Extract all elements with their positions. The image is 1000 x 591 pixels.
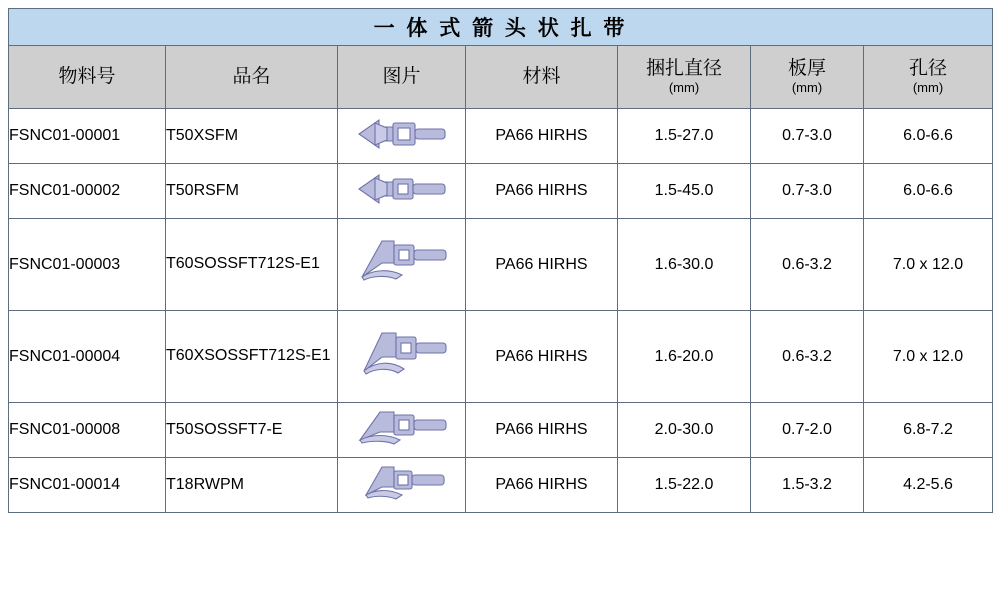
cell-image — [338, 403, 466, 458]
cell-material: PA66 HIRHS — [466, 164, 618, 219]
cell-material: PA66 HIRHS — [466, 311, 618, 403]
cell-panel-thickness: 0.6-3.2 — [751, 311, 864, 403]
cell-material: PA66 HIRHS — [466, 458, 618, 513]
cell-name: T60XSOSSFT712S-E1 — [166, 311, 338, 403]
cell-material: PA66 HIRHS — [466, 219, 618, 311]
column-header-hole-diameter-unit: (mm) — [912, 80, 944, 96]
column-header-material-label: 材料 — [522, 66, 561, 88]
column-header-image — [338, 46, 466, 109]
table-title-row — [9, 9, 993, 46]
product-spec-table — [8, 8, 993, 513]
cell-image — [338, 164, 466, 219]
cell-panel-thickness: 0.7-3.0 — [751, 109, 864, 164]
arrow-head-cable-tie-icon — [353, 169, 451, 209]
cell-material: PA66 HIRHS — [466, 403, 618, 458]
table-row — [9, 403, 993, 458]
table-header-row — [9, 46, 993, 109]
table-row — [9, 458, 993, 513]
column-header-code — [9, 46, 166, 109]
arrow-head-cable-tie-icon — [352, 406, 452, 450]
page-title: 一 体 式 箭 头 状 扎 带 — [9, 9, 993, 46]
cell-bundle-diameter: 1.6-30.0 — [618, 219, 751, 311]
column-header-bundle-diameter-unit: (mm) — [668, 80, 700, 96]
cell-panel-thickness: 0.6-3.2 — [751, 219, 864, 311]
cell-bundle-diameter: 1.5-45.0 — [618, 164, 751, 219]
cell-hole-diameter: 7.0 x 12.0 — [864, 311, 993, 403]
arrow-head-cable-tie-icon — [353, 114, 451, 154]
cell-material: PA66 HIRHS — [466, 109, 618, 164]
cell-image — [338, 311, 466, 403]
column-header-bundle-diameter — [618, 46, 751, 109]
cell-bundle-diameter: 1.5-22.0 — [618, 458, 751, 513]
cell-name: T50XSFM — [166, 109, 338, 164]
column-header-name-label: 品名 — [232, 66, 271, 88]
cell-code: FSNC01-00003 — [9, 219, 166, 311]
cell-hole-diameter: 4.2-5.6 — [864, 458, 993, 513]
arrow-head-cable-tie-icon — [352, 325, 452, 383]
cell-panel-thickness: 1.5-3.2 — [751, 458, 864, 513]
cell-panel-thickness: 0.7-3.0 — [751, 164, 864, 219]
column-header-image-label: 图片 — [382, 66, 421, 88]
column-header-bundle-diameter-label: 捆扎直径 — [645, 57, 722, 79]
column-header-code-label: 物料号 — [58, 66, 116, 88]
cell-image — [338, 458, 466, 513]
cell-code: FSNC01-00001 — [9, 109, 166, 164]
cell-name: T50RSFM — [166, 164, 338, 219]
cell-name: T60SOSSFT712S-E1 — [166, 219, 338, 311]
column-header-hole-diameter — [864, 46, 993, 109]
cell-hole-diameter: 6.8-7.2 — [864, 403, 993, 458]
table-row — [9, 164, 993, 219]
cell-hole-diameter: 6.0-6.6 — [864, 109, 993, 164]
cell-hole-diameter: 7.0 x 12.0 — [864, 219, 993, 311]
cell-bundle-diameter: 1.6-20.0 — [618, 311, 751, 403]
arrow-head-cable-tie-icon — [352, 233, 452, 291]
cell-hole-diameter: 6.0-6.6 — [864, 164, 993, 219]
column-header-panel-thickness-label: 板厚 — [787, 57, 826, 79]
arrow-head-cable-tie-icon — [352, 461, 452, 505]
table-row — [9, 219, 993, 311]
column-header-panel-thickness — [751, 46, 864, 109]
cell-code: FSNC01-00014 — [9, 458, 166, 513]
cell-code: FSNC01-00002 — [9, 164, 166, 219]
cell-code: FSNC01-00004 — [9, 311, 166, 403]
cell-bundle-diameter: 1.5-27.0 — [618, 109, 751, 164]
cell-panel-thickness: 0.7-2.0 — [751, 403, 864, 458]
column-header-panel-thickness-unit: (mm) — [791, 80, 823, 96]
cell-image — [338, 109, 466, 164]
column-header-name — [166, 46, 338, 109]
table-row — [9, 109, 993, 164]
table-row — [9, 311, 993, 403]
column-header-material — [466, 46, 618, 109]
cell-code: FSNC01-00008 — [9, 403, 166, 458]
cell-name: T18RWPM — [166, 458, 338, 513]
column-header-hole-diameter-label: 孔径 — [908, 57, 947, 79]
cell-image — [338, 219, 466, 311]
cell-bundle-diameter: 2.0-30.0 — [618, 403, 751, 458]
cell-name: T50SOSSFT7-E — [166, 403, 338, 458]
